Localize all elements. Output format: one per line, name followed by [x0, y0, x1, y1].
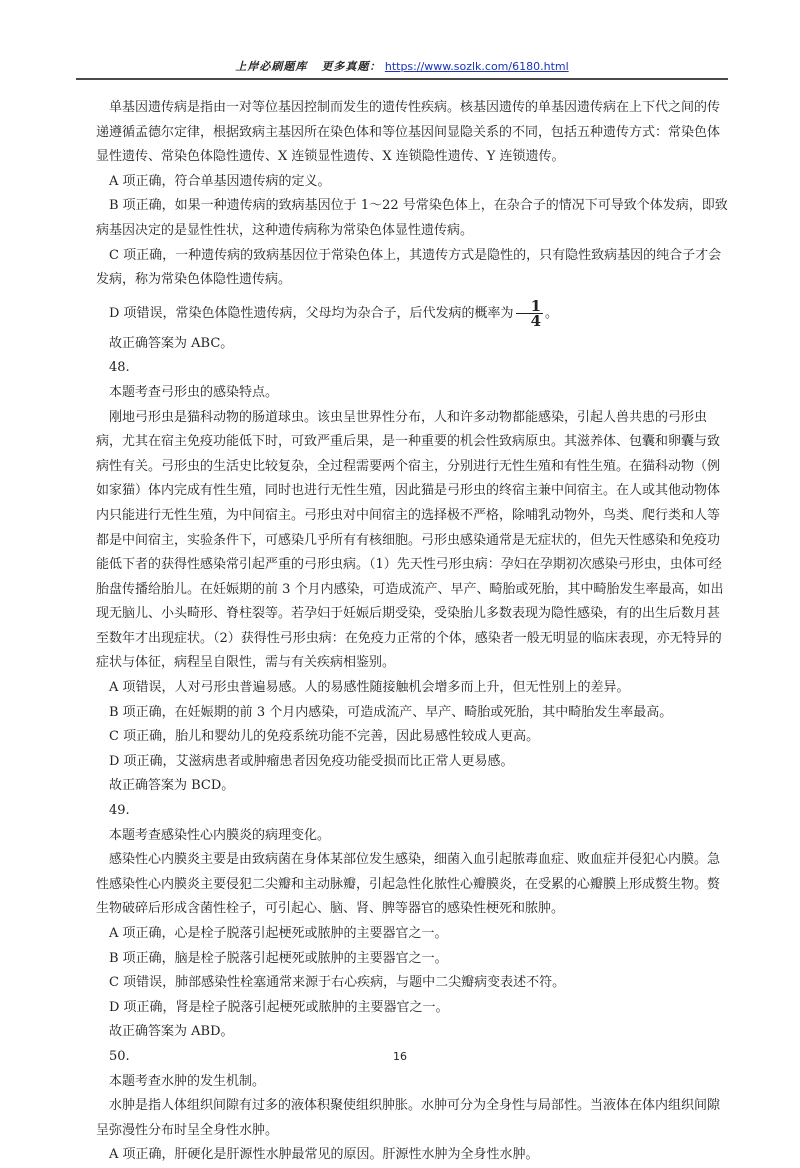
question-number: 50. [109, 1048, 130, 1064]
d-item-text: D 项错误，常染色体隐性遗传病，父母均为杂合子，后代发病的概率为 [109, 305, 514, 321]
paragraph: 感染性心内膜炎主要是由致病菌在身体某部位发生感染，细菌入血引起脓毒血症、败血症并侵犯心内膜。急性感染性心内膜炎主要侵犯二尖瓣和主动脉瓣，引起急性化脓性心瓣膜炎，在受累的心瓣膜上形成赘生物。赘生物破碎后形成含菌性栓子，可引起心、脑、肾、脾等器官的感染性梗死和脓肿。 [96, 852, 721, 917]
paragraph: 刚地弓形虫是猫科动物的肠道球虫。该虫呈世界性分布，人和许多动物都能感染，引起人兽共患的弓形虫病，尤其在宿主免疫功能低下时，可致严重后果，是一种重要的机会性致病原虫。其滋养体、包囊和卵囊与致病性有关。弓形虫的生活史比较复杂，全过程需要两个宿主，分别进行无性生殖和有性生殖。在猫科动物（例如家猫）体内完成有性生殖，同时也进行无性生殖，因此猫是弓形虫的终宿主兼中间宿主。在人或其他动物体内只能进行无性生殖，为中间宿主。弓形虫对中间宿主的选择极不严格，除哺乳动物外，鸟类、爬行类和人等都是中间宿主，实验条件下，可感染几乎所有有核细胞。弓形虫感染通常是无症状的，但先天性感染和免疫功能低下者的获得性感染常引起严重的弓形虫病。（1）先天性弓形虫病：孕妇在孕期初次感染弓形虫，虫体可经胎盘传播给胎儿。在妊娠期的前 3 个月内感染，可造成流产、早产、畸胎或死胎，其中畸胎发生率最高，如出现无脑儿、小头畸形、脊柱裂等。若孕妇于妊娠后期受染，受染胎儿多数表现为隐性感染，有的出生后数月甚至数年才出现症状。（2）获得性弓形虫病：在免疫力正常的个体，感染者一般无明显的临床表现，亦无特异的症状与体征，病程呈自限性，需与有关疾病相鉴别。 [96, 409, 724, 671]
fraction [516, 296, 543, 330]
question-topic: 本题考查水肿的发生机制。 [109, 1073, 266, 1089]
option-line: D 项正确，肾是栓子脱落引起梗死或脓肿的主要器官之一。 [109, 999, 449, 1015]
option-line: C 项正确，胎儿和婴幼儿的免疫系统功能不完善，因此易感性较成人更高。 [109, 729, 540, 745]
paragraph: A 项正确，符合单基因遗传病的定义。 [109, 173, 331, 189]
more-label: 更多真题： [321, 60, 382, 73]
option-line: A 项错误，人对弓形虫普遍易感。人的易感性随接触机会增多而上升，但无性别上的差异。 [109, 680, 630, 696]
option-line: D 项正确，艾滋病患者或肿瘤患者因免疫功能受损而比正常人更易感。 [109, 753, 514, 769]
d-item-paragraph [96, 296, 730, 330]
answer-line: 故正确答案为 ABD。 [109, 1024, 234, 1040]
d-item-end: 。 [545, 305, 559, 321]
fraction-denominator: 4 [530, 311, 541, 330]
option-line: A 项正确，心是栓子脱落引起梗死或脓肿的主要器官之一。 [109, 926, 448, 941]
paragraph: C 项正确，一种遗传病的致病基因位于常染色体上，其遗传方式是隐性的，只有隐性致病基因的纯合子才会发病，称为常染色体隐性遗传病。 [96, 247, 722, 288]
question-topic: 本题考查弓形虫的感染特点。 [109, 384, 279, 400]
paragraph: 单基因遗传病是指由一对等位基因控制而发生的遗传性疾病。核基因遗传的单基因遗传病在上下代之间的传递遵循孟德尔定律，根据致病主基因所在染色体和等位基因间显隐关系的不同，包括五种遗传方式：常染色体显性遗传、常染色体隐性遗传、X 连锁显性遗传、X 连锁隐性遗传、Y 连锁遗传。 [96, 100, 721, 165]
site-link[interactable]: https://www.sozlk.com/6180.html [384, 60, 569, 73]
question-number: 49. [109, 803, 130, 819]
option-line: B 项正确，在妊娠期的前 3 个月内感染，可造成流产、早产、畸胎或死胎，其中畸胎发生率最高。 [109, 704, 673, 720]
site-name: 上岸必刷题库 [235, 60, 308, 73]
option-line: C 项错误，肺部感染性栓塞通常来源于右心疾病，与题中二尖瓣病变表述不符。 [109, 975, 566, 991]
option-line: B 项正确，脑是栓子脱落引起梗死或脓肿的主要器官之一。 [109, 950, 448, 966]
option-line: A 项正确，肝硬化是肝源性水肿最常见的原因。肝源性水肿为全身性水肿。 [109, 1147, 539, 1163]
page-header [76, 58, 728, 80]
fraction-numerator: 1 [516, 299, 543, 314]
answer-line: 故正确答案为 BCD。 [109, 778, 235, 794]
answer-line: 故正确答案为 ABC。 [109, 335, 234, 351]
document-body [96, 96, 730, 1168]
paragraph: 水肿是指人体组织间隙有过多的液体积聚使组织肿胀。水肿可分为全身性与局部性。当液体在体内组织间隙呈弥漫性分布时呈全身性水肿。 [96, 1098, 721, 1138]
question-topic: 本题考查感染性心内膜炎的病理变化。 [109, 827, 331, 843]
paragraph: B 项正确，如果一种遗传病的致病基因位于 1～22 号常染色体上，在杂合子的情况下可导致个体发病，即致病基因决定的是显性性状，这种遗传病称为常染色体显性遗传病。 [96, 198, 728, 238]
page-number: 16 [393, 1050, 407, 1063]
question-number: 48. [109, 360, 130, 376]
